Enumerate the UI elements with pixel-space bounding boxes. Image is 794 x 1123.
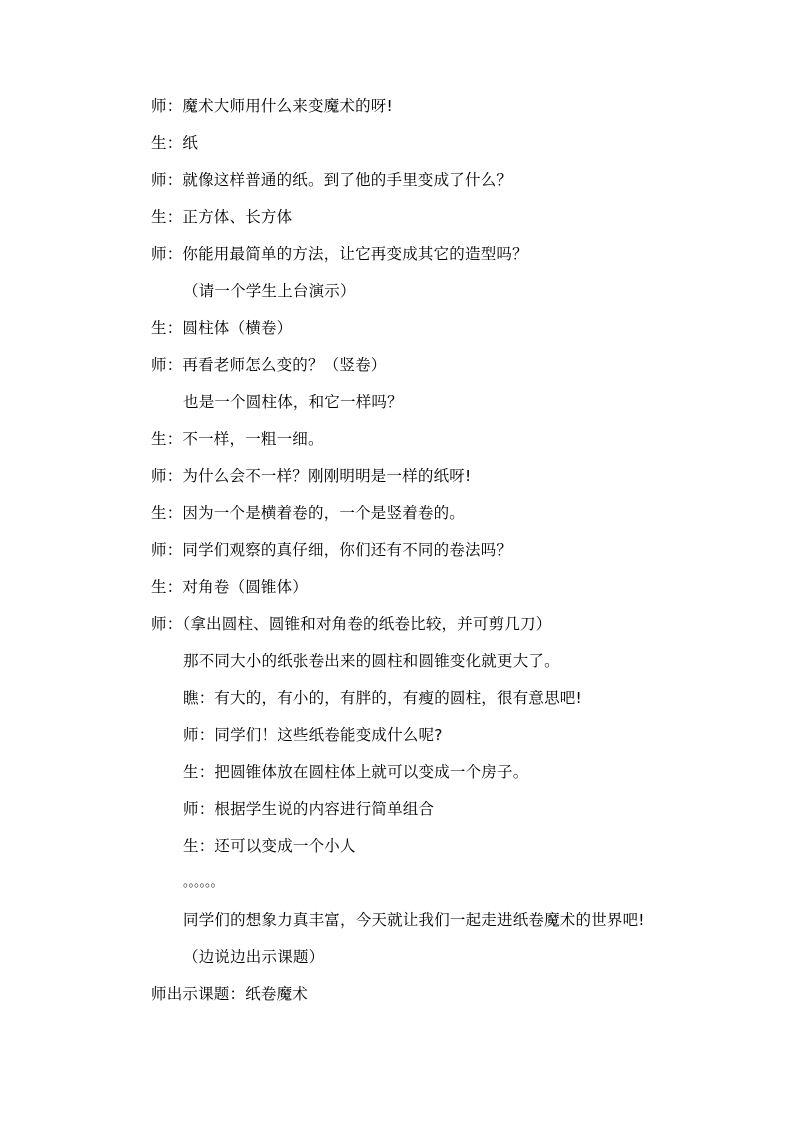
dialogue-line: 瞧：有大的，有小的，有胖的，有瘦的圆柱，很有意思吧!: [183, 689, 582, 707]
lesson-title-line: 师出示课题：纸卷魔术: [151, 985, 309, 1003]
ellipsis-line: 。。。。。。: [183, 875, 223, 890]
dialogue-line: 师：（拿出圆柱、圆锥和对角卷的纸卷比较，并可剪几刀）: [151, 615, 552, 633]
dialogue-line: 师：同学们！这些纸卷能变成什么呢?: [183, 726, 443, 744]
dialogue-line: 生：把圆锥体放在圆柱体上就可以变成一个房子。: [183, 763, 529, 781]
dialogue-line: 师：根据学生说的内容进行简单组合: [183, 800, 435, 818]
dialogue-line: （请一个学生上台演示）: [183, 282, 356, 300]
dialogue-line: 生：纸: [151, 134, 199, 152]
dialogue-line: 师：你能用最简单的方法，让它再变成其它的造型吗？: [151, 245, 528, 263]
dialogue-line: 师：同学们观察的真仔细，你们还有不同的卷法吗？: [151, 541, 513, 559]
dialogue-line: 师：再看老师怎么变的？（竖卷）: [151, 356, 387, 374]
dialogue-line: 生：因为一个是横着卷的，一个是竖着卷的。: [151, 504, 466, 522]
dialogue-line: 生：对角卷（圆锥体）: [151, 578, 309, 596]
dialogue-line: 师：为什么会不一样？刚刚明明是一样的纸呀!: [151, 467, 472, 485]
dialogue-line: 那不同大小的纸张卷出来的圆柱和圆锥变化就更大了。: [183, 652, 560, 670]
dialogue-line: 也是一个圆柱体，和它一样吗？: [183, 393, 403, 411]
dialogue-line: 生：正方体、长方体: [151, 208, 293, 226]
dialogue-line: 师：魔术大师用什么来变魔术的呀!: [151, 97, 393, 115]
dialogue-line: 同学们的想象力真丰富，今天就让我们一起走进纸卷魔术的世界吧!: [183, 911, 645, 929]
dialogue-line: 生：圆柱体（横卷）: [151, 319, 293, 337]
dialogue-line: （边说边出示课题）: [183, 948, 325, 966]
dialogue-line: 生：不一样，一粗一细。: [151, 430, 324, 448]
dialogue-line: 师：就像这样普通的纸。到了他的手里变成了什么？: [151, 171, 513, 189]
dialogue-line: 生：还可以变成一个小人: [183, 837, 356, 855]
